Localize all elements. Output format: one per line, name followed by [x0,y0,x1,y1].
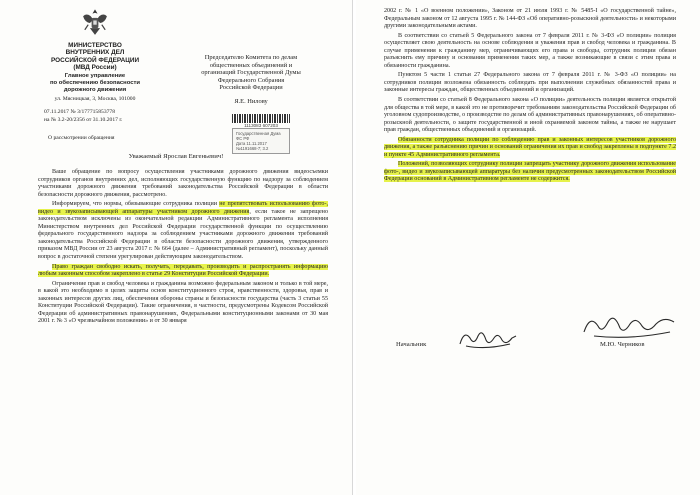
paragraph-text: Пунктом 5 части 1 статьи 27 Федерального закона от 7 февраля 2011 г. № 3-ФЗ «О полиции» на сотрудников полиции возложена обязанность соблюдать при выполнении служебных обязанностей права и законные интересы граждан, общественных объединений и организаций. [384,72,676,94]
recipient-line: Федерального Собрания [217,76,285,84]
ministry-header [40,42,150,72]
body-paragraph [384,97,676,135]
recipient-block [176,54,326,92]
body-paragraph [384,72,676,95]
incoming-reference: на № 3.2-20/2356 от 31.10.2017 г. [44,117,123,123]
handwritten-signature-left [456,326,520,352]
recipient-line: организаций Государственной Думы [201,69,301,77]
highlighted-text: Право граждан свободно искать, получать, передавать, производить и распространять информацию любым законным способом закреплено в статье 29 Конституции Российской Федерации. [38,263,328,278]
right-body [384,8,676,184]
recipient-line: общественных объединений и [209,61,293,69]
barcode-icon [232,114,290,123]
body-paragraph [384,161,676,184]
recipient-name: Я.Е. Нилову [234,98,268,105]
department-header [40,73,150,93]
sender-address: ул. Мясницкая, 3, Москва, 101000 [54,96,136,102]
paragraph-text: Ограничение прав и свобод человека и гражданина возможно федеральным законом и только в той мере, в какой это необходимо в целях защиты основ конституционного строя, нравственности, здоровья, прав и законных интересов других лиц, обеспечения обороны страны и безопасности государства (часть 3 статьи 55 Конституции Российской Федерации). Такие ограничения, в частности, предусмотрены Кодексом Российской Федерации об административных правонарушениях, Федеральными конституционными законами от 30 мая 2001 г. № 3 «О чрезвычайном положении» и от 30 января [38,280,328,325]
registration-stamp [232,114,290,154]
ministry-line: ВНУТРЕННИХ ДЕЛ [65,49,125,57]
recipient-line: Председателю Комитета по делам [204,54,298,61]
signatory-name: М.Ю. Черников [600,341,645,348]
handwritten-signature-right [580,310,680,340]
outgoing-reference: 07.11.2017 № 3/177715853778 [44,109,116,115]
body-paragraph [38,281,328,326]
paragraph-text: Информируем, что нормы, обязывающие сотрудника полиции [52,201,220,208]
paragraph-text: , если такое не запрещено законодательством исключены из окончательной редакции Административного регламента исполнения Министерством внутренних дел Российской Федерации государственной функции по осуществлению федерального государственного надзора за соблюдением участниками дорожного движения требований законодательства Российской Федерации в области безопасности дорожного движения, утвержденного приказом МВД России от 23 августа 2017 г. № 664 (далее – Административный регламент), поскольку данный вопрос в достаточной степени урегулирован действующим законодательством. [38,208,328,261]
body-paragraph [384,8,676,31]
greeting: Уважаемый Ярослав Евгеньевич! [128,153,224,160]
left-body [38,169,328,326]
paragraph-text: 2002 г. № 1 «О военном положении», Законом от 21 июля 1993 г. № 5485-I «О государственной тайне», Федеральным законом от 12 августа 1995 г. № 144-ФЗ «Об оперативно-розыскной деятельности» и некоторыми другими законодательными актами. [384,8,676,30]
paragraph-text: В соответствии со статьей 8 Федерального закона «О полиции» деятельность полиции является открытой для общества в той мере, в какой это не противоречит требованиям законодательства Российской Федерации об уголовном судопроизводстве, о производстве по делам об административных правонарушениях, об оперативно-розыскной деятельности, о защите государственной и иной охраняемой законом тайны, а также не нарушает прав граждан, общественных объединений и организаций. [384,97,676,134]
highlighted-text: не препятствовать использованию фото-, видео и звукозаписывающей аппаратуры участником дорожного движения [38,201,328,215]
ministry-line: РОССИЙСКОЙ ФЕДЕРАЦИИ [50,56,140,64]
double-headed-eagle-emblem-icon [78,6,112,40]
stamp-line: Государственная Дума ФС РФ [236,131,281,141]
body-paragraph [38,169,328,199]
department-line: дорожного движения [63,86,127,93]
department-line: Главное управление [64,73,126,79]
body-paragraph [384,33,676,71]
body-paragraph [38,264,328,279]
letter-page-2 [356,0,700,495]
body-paragraph [38,201,328,261]
highlighted-text: Положений, позволяющих сотруднику полиции запрещать участнику дорожного движения использование фото-, видео и звукозаписывающей аппаратуры без наличия предусмотренных законодательством Российской Федерации оснований в Административном регламенте не содержится. [384,161,676,183]
signatory-title: Начальник [396,341,427,348]
body-paragraph [384,137,676,160]
paragraph-text: В соответствии со статьей 5 Федерального закона от 7 февраля 2011 г. № 3-ФЗ «О полиции» полиция осуществляет свою деятельность на основе соблюдения и уважения прав и свобод человека и гражданина. В случае применения к гражданину мер, ограничивающих его права и свободы, сотрудник полиции обязан разъяснить ему причину и основания применения таких мер, а также возникающие в связи с этим права и обязанности гражданина. [384,32,676,69]
ministry-line: МИНИСТЕРСТВО [68,42,122,49]
highlighted-text: Обязанности сотрудника полиции по соблюдению прав и законных интересов участников дорожного движения, а также разъяснению причин и оснований ограничения их прав и свобод закреплены в подпункте 7.2 и пункте 45 Административного регламента. [384,136,676,158]
department-line: по обеспечению безопасности [50,79,140,86]
paragraph-text: Ваше обращение по вопросу осуществления участниками дорожного движения видеосъемки сотрудников органов внутренних дел, исполняющих государственную функцию по надзору за соблюдением участниками дорожного движения требований законодательства Российской Федерации в области безопасности дорожного движения, рассмотрено. [38,169,328,198]
letter-subject: О рассмотрении обращения [48,135,115,141]
stamp-number: 1113083 607203 [244,123,278,128]
ministry-line: (МВД России) [73,64,117,72]
stamp-line: Дата 11.11.2017 [236,141,267,146]
stamp-line: №1191668-7; 3.2 [236,146,269,151]
recipient-line: Российской Федерации [219,84,283,92]
